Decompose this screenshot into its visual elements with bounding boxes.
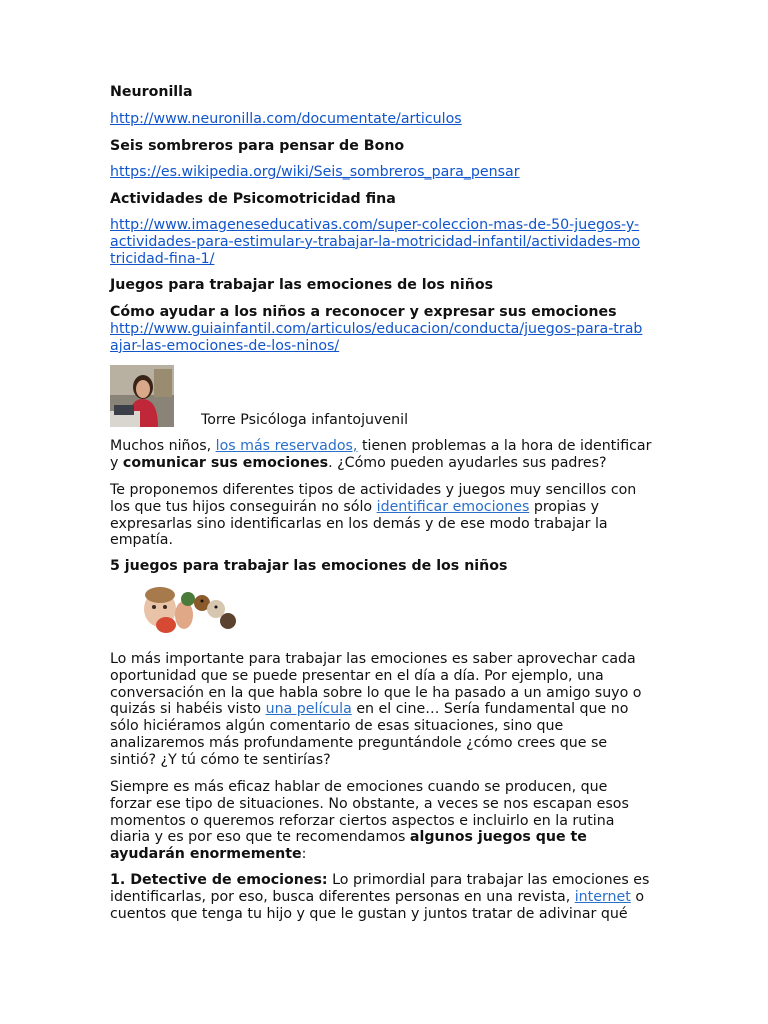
link-reservados[interactable]: los más reservados, (215, 438, 358, 454)
guiainfantil-link[interactable]: http://www.guiainfantil.com/articulos/educacion/conducta/juegos-para-trabajar-las-emociones-de-los-ninos/ (110, 321, 643, 354)
ref-link-sombreros[interactable]: https://es.wikipedia.org/wiki/Seis_sombreros_para_pensar (110, 164, 520, 180)
paragraph-eficaz: Siempre es más eficaz hablar de emociones cuando se producen, que forzar ese tipo de situaciones. No obstante, a veces se nos escapan esos momentos o queremos reforzar ciertos aspectos e incluirlo en la rutina diaria y es por eso que te recomendamos algunos juegos que te ayudarán enormemente: (110, 779, 629, 863)
paragraph-aprovechar: Lo más importante para trabajar las emociones es saber aprovechar cada oportunidad que se puede presentar en el día a día. Por ejemplo, una conversación en la que habla sobre lo que le ha pasado a un amigo suyo o quizás si habéis visto una película en el cine… Sería fundamental que no sólo hiciéramos algún comentario de esas situaciones, sino que analizaremos más profundamente preguntándole ¿cómo crees que se sintió? ¿Y tú cómo te sentirías? (110, 651, 642, 768)
author-caption: Torre Psicóloga infantojuvenil (201, 412, 409, 428)
child-puppets-photo (140, 585, 238, 643)
link-pelicula[interactable]: una película (265, 701, 352, 718)
paragraph-actividades: Te proponemos diferentes tipos de actividades y juegos muy sencillos con los que tus hijos conseguirán no sólo identificar emociones propias y expresarlas sino identificarlas en los demás y de ese modo trabajar la empatía. (110, 482, 637, 549)
paragraph-intro: Muchos niños, los más reservados, tienen problemas a la hora de identificar y comunicar sus emociones. ¿Cómo pueden ayudarles sus padres? (110, 438, 652, 471)
paragraph-detective: 1. Detective de emociones: Lo primordial para trabajar las emociones es identificarlas, por eso, busca diferentes personas en una revista, internet o cuentos que tenga tu hijo y que le gustan y juntos tratar de adivinar qué (110, 872, 650, 922)
link-identificar-emociones[interactable]: identificar emociones (376, 498, 530, 515)
heading-ayudar: Cómo ayudar a los niños a reconocer y expresar sus emociones (110, 304, 617, 320)
author-photo (110, 365, 174, 427)
ref-link-psicomotricidad[interactable]: http://www.imageneseducativas.com/super-coleccion-mas-de-50-juegos-y-actividades-para-estimular-y-trabajar-la-motricidad-infantil/actividades-motricidad-fina-1/ (110, 217, 641, 267)
ref-title-sombreros: Seis sombreros para pensar de Bono (110, 138, 405, 154)
link-internet[interactable]: internet (574, 888, 631, 905)
ref-title-neuronilla: Neuronilla (110, 84, 193, 100)
heading-juegos: Juegos para trabajar las emociones de los niños (110, 277, 494, 293)
heading-5-juegos: 5 juegos para trabajar las emociones de los niños (110, 558, 508, 574)
ref-link-neuronilla[interactable]: http://www.neuronilla.com/documentate/articulos (110, 111, 462, 127)
ref-title-psicomotricidad: Actividades de Psicomotricidad fina (110, 191, 396, 207)
